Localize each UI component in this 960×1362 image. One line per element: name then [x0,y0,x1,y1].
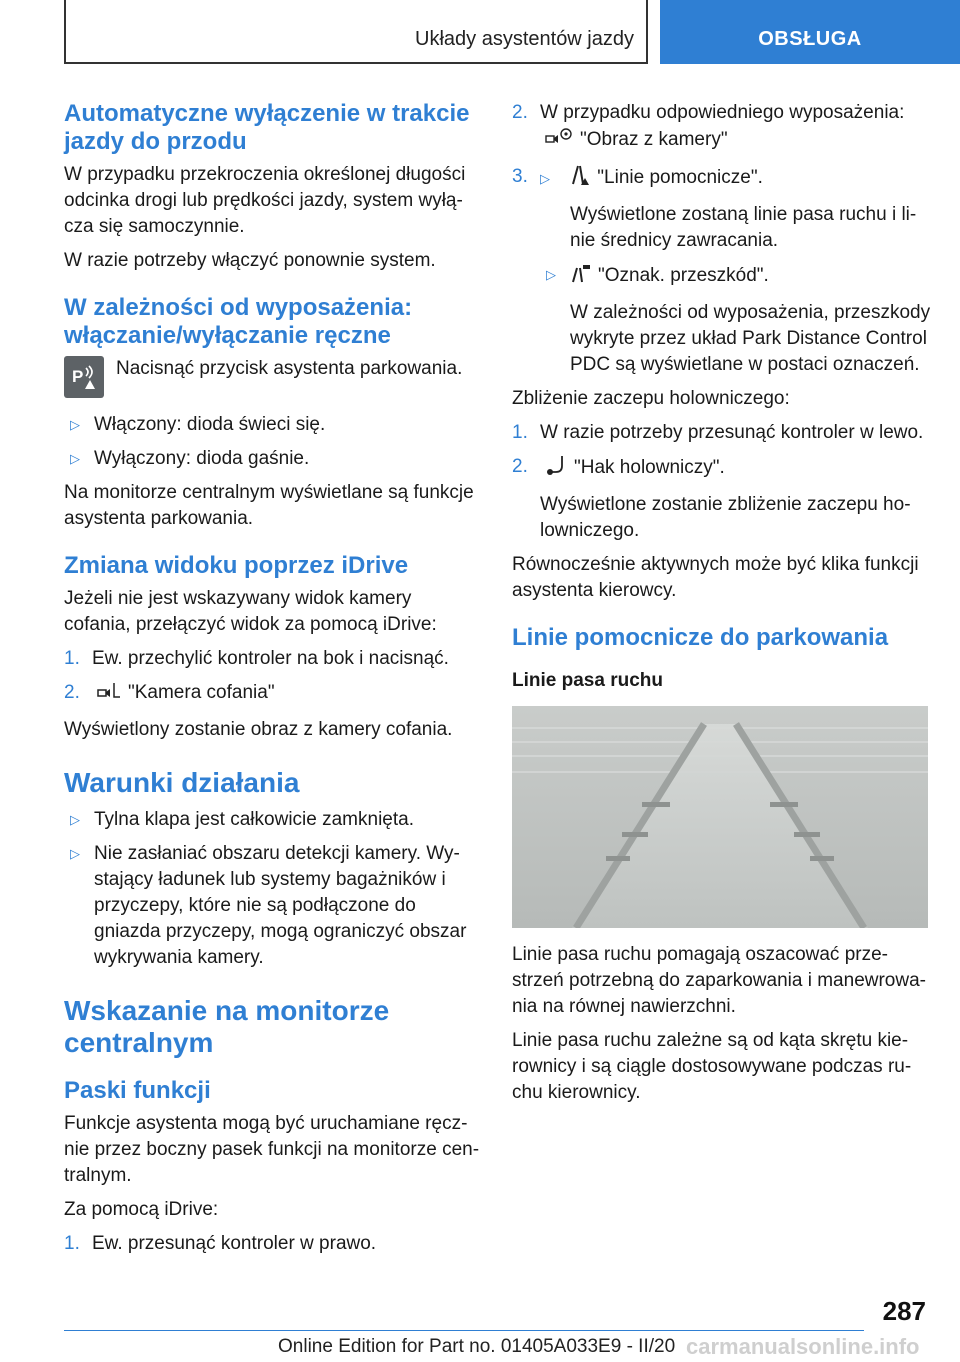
bullet-icon: ▷ [70,417,80,432]
paragraph: Wyświetlony zostanie obraz z kamery cofania. [64,719,453,740]
svg-text:P: P [72,367,84,386]
paragraph: Linie pasa ruchu pomagają oszacować prze-strzeń potrzebną do zaparkowania i manewrowa-nia na równej nawierzchni. [512,944,926,1017]
header-frame [64,0,648,64]
list-item: ▷ Nie zasłaniać obszaru detekcji kamery. Wy-stający ładunek lub systemy bagażników i przyczepy, które nie są podłączone do gniazda przyczepy, mogą ograniczyć obszar wykrywania kamery. [70,843,467,968]
list-item: 1. Ew. przechylić kontroler na bok i nacisnąć. [64,648,449,669]
paragraph: Nacisnąć przycisk asystenta parkowania. [116,358,463,379]
camera-view-icon [544,126,574,156]
paragraph: Równocześnie aktywnych może być klika funkcji asystenta kierowcy. [512,554,919,601]
list-item: ▷ "Oznak. przeszkód". [512,262,932,292]
right-column [512,100,932,1114]
bullet-icon: ▷ [540,171,550,186]
list-item: 1. Ew. przesunąć kontroler w prawo. [64,1233,377,1254]
list-item: 3. ▷ "Linie pomocnicze". [512,164,932,194]
heading-display: Wskazanie na monitorze centralnym [64,995,390,1058]
bullet-icon: ▷ [546,267,556,282]
left-column [64,100,482,1265]
list-item: ▷ Tylna klapa jest całkowicie zamknięta. [64,807,482,833]
rear-camera-icon [96,681,122,709]
tow-hitch-icon [544,454,568,484]
paragraph: W razie potrzeby włączyć ponownie system. [64,250,436,271]
bullet-icon: ▷ [70,812,80,827]
list-item: ▷ Wyłączony: dioda gaśnie. [64,446,482,472]
guide-lines-icon [569,164,591,194]
list-item-desc: W zależności od wyposażenia, przeszkody wykryte przez układ Park Distance Control PDC są wyświetlane w postaci oznaczeń. [570,302,931,375]
list-item: 2. "Hak holowniczy". [512,454,932,484]
bullet-icon: ▷ [70,451,80,466]
page-number: 287 [882,1296,926,1326]
park-button-row [64,356,482,398]
obstacle-marking-icon [570,262,592,292]
heading-lane: Linie pasa ruchu [512,670,663,691]
bullet-icon: ▷ [70,846,80,861]
paragraph: Linie pasa ruchu zależne są od kąta skrętu kie-rownicy i są ciągle dostosowywane podczas ru-chu kierownicy. [512,1030,912,1103]
list-item: 1. W razie potrzeby przesunąć kontroler w lewo. [512,422,924,443]
list-item: 2. "Kamera cofania" [64,680,482,709]
section-tab-label: OBSŁUGA [758,28,862,50]
list-item-desc: Wyświetlone zostaną linie pasa ruchu i li-nie średnicy zawracania. [570,204,917,251]
heading-conditions: Warunki działania [64,767,300,798]
park-assist-button-icon [64,356,104,398]
paragraph: Funkcje asystenta mogą być uruchamiane ręcz-nie przez boczny pasek funkcji na monitorze cen-tralnym. [64,1113,480,1186]
paragraph: W przypadku przekroczenia określonej długości odcinka drogi lub prędkości jazdy, system wyłą-cza się samoczynnie. [64,164,466,237]
list-item: 2. W przypadku odpowiedniego wyposażenia: "Obraz z kamery" [512,100,932,156]
paragraph: Na monitorze centralnym wyświetlane są funkcje asystenta parkowania. [64,482,474,529]
list-item-desc: Wyświetlone zostanie zbliżenie zaczepu ho-lowniczego. [540,494,911,541]
footer-rule [64,1330,864,1331]
chapter-title: Układy asystentów jazdy [415,28,634,50]
edition-text: Online Edition for Part no. 01405A033E9 - II/20 [278,1336,676,1357]
lane-lines-illustration [512,706,928,928]
heading-view: Zmiana widoku poprzez iDrive [64,552,409,579]
heading-auto-off: Automatyczne wyłączenie w trakcie jazdy do przodu [64,100,470,155]
paragraph: Jeżeli nie jest wskazywany widok kamery cofania, przełączyć widok za pomocą iDrive: [64,588,437,635]
section-tab[interactable] [660,0,960,64]
list-item: ▷ Włączony: dioda świeci się. [64,412,482,438]
paragraph: Zbliżenie zaczepu holowniczego: [512,388,790,409]
heading-lines: Linie pomocnicze do parkowania [512,624,889,651]
paragraph: Za pomocą iDrive: [64,1199,219,1220]
heading-manual: W zależności od wyposażenia: włączanie/wyłączanie ręczne [64,294,413,349]
watermark: carmanualsonline.info [686,1334,920,1359]
heading-bars: Paski funkcji [64,1077,211,1104]
